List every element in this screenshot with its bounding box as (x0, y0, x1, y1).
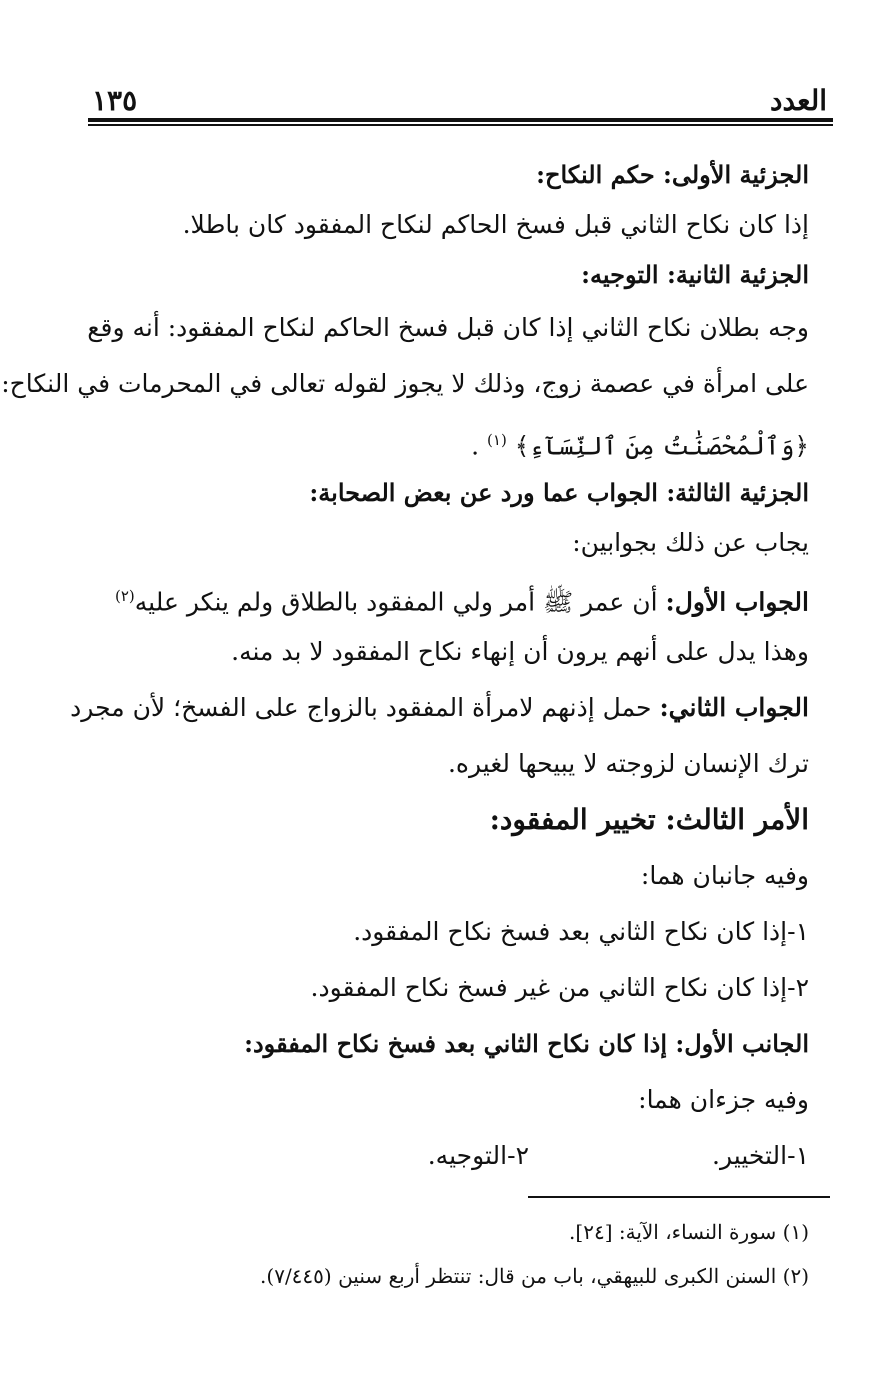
paragraph-line: إذا كان نكاح الثاني قبل فسخ الحاكم لنكاح المفقود كان باطلا. (182, 210, 809, 239)
answer-label: الجواب الأول: (665, 587, 809, 617)
footnote-ref: (١) (487, 431, 507, 449)
paragraph-line: وجه بطلان نكاح الثاني إذا كان قبل فسخ الحاكم لنكاح المفقود: أنه وقع (87, 313, 809, 342)
paragraph-line: على امرأة في عصمة زوج، وذلك لا يجوز لقوله تعالى في المحرمات في النكاح: (1, 369, 809, 398)
answer-first-line (88, 568, 809, 624)
two-item-row (88, 1128, 809, 1184)
page-number: ١٣٥ (92, 84, 138, 117)
quran-verse-line (88, 412, 809, 468)
list-item: ٢-إذا كان نكاح الثاني من غير فسخ نكاح المفقود. (310, 973, 809, 1002)
header-rule-thick (88, 118, 833, 122)
answer-text: أن عمر ﷺ أمر ولي المفقود بالطلاق ولم ينكر عليه (134, 587, 658, 617)
header-rule-thin (88, 124, 833, 126)
subsection-heading-second: الجزئية الثانية: التوجيه: (581, 260, 809, 289)
footnote-ref: (٢) (114, 587, 135, 605)
list-item: ١-التخيير. (712, 1141, 809, 1170)
footnote-separator (528, 1196, 830, 1198)
main-text (1, 150, 809, 1184)
footnotes (88, 1210, 809, 1298)
subsection-heading: الجانب الأول: إذا كان نكاح الثاني بعد فسخ نكاح المفقود: (244, 1029, 809, 1058)
paragraph-line: ترك الإنسان لزوجته لا يبيحها لغيره. (447, 749, 809, 778)
paragraph-line: وفيه جزءان هما: (638, 1085, 809, 1114)
subsection-heading-first: الجزئية الأولى: حكم النكاح: (536, 160, 809, 189)
paragraph-line: وهذا يدل على أنهم يرون أن إنهاء نكاح المفقود لا بد منه. (231, 637, 809, 666)
list-item: ١-إذا كان نكاح الثاني بعد فسخ نكاح المفقود. (353, 917, 809, 946)
answer-second-line (70, 680, 809, 736)
footnote: (١) سورة النساء، الآية: [٢٤]. (569, 1220, 809, 1244)
answer-text: حمل إذنهم لامرأة المفقود بالزواج على الفسخ؛ لأن مجرد (70, 693, 652, 722)
period: . (471, 431, 480, 461)
footnote: (٢) السنن الكبرى للبيهقي، باب من قال: تنتظر أربع سنين (٧/٤٤٥). (260, 1264, 809, 1288)
quran-verse: ﴿وَٱلْمُحْصَنَٰتُ مِنَ ٱلنِّسَآءِ﴾ (514, 431, 809, 461)
subsection-heading-third: الجزئية الثالثة: الجواب عما ورد عن بعض الصحابة: (309, 478, 809, 507)
paragraph-line: وفيه جانبان هما: (640, 861, 809, 890)
list-item: ٢-التوجيه. (427, 1141, 529, 1170)
paragraph-line: يجاب عن ذلك بجوابين: (572, 528, 809, 557)
answer-label: الجواب الثاني: (659, 693, 809, 722)
section-heading: الأمر الثالث: تخيير المفقود: (489, 803, 809, 836)
running-header-title: العدد (770, 84, 827, 117)
